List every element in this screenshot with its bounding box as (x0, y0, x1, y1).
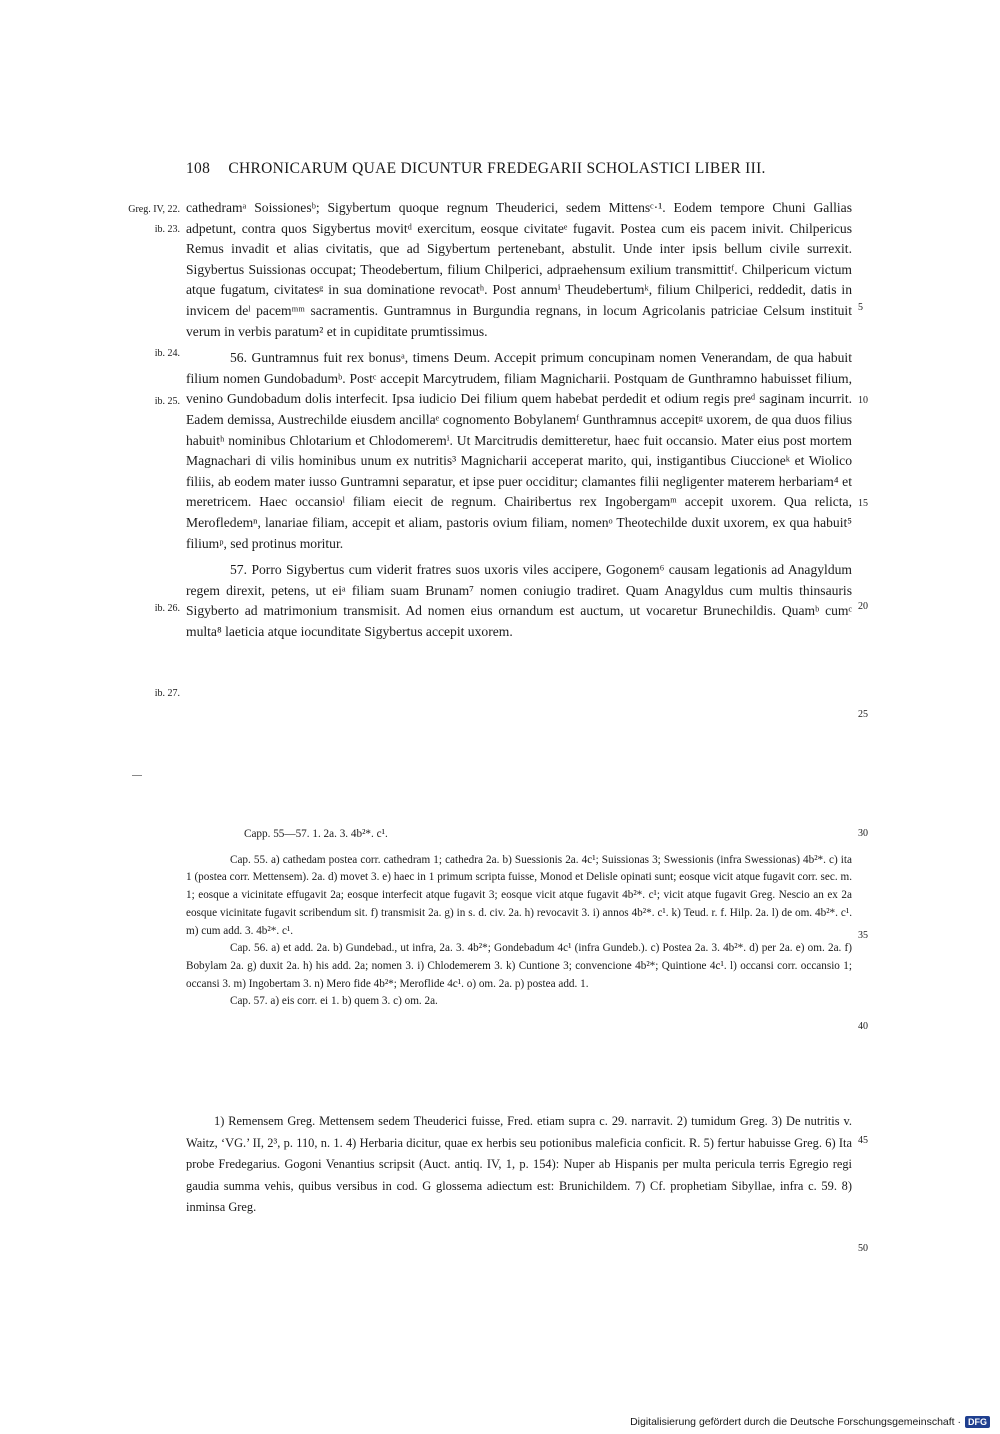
paragraph-cap57: 57. Porro Sigybertus cum viderit fratres suos uxoris viles accipere, Gogonem⁶ causam legationis ad Anagyldum regem direxit, petens, ut eiᵃ filiam suam Brunam⁷ nomen coniugio tradiret. Quam Anagyldus cum multis thinsauris Sigyberto ad matrimonium transmisit. Ad nomen eius ornandum est auctum, ut vocaretur Brunechildis. Quamᵇ cumᶜ multa⁸ laeticia atque iocunditate Sigybertus accepit uxorem. (186, 562, 852, 639)
margin-ref-ib-26: ib. 26. (154, 603, 180, 614)
apparatus-codices: Capp. 55—57. 1. 2a. 3. 4b²*. c¹. (244, 828, 388, 840)
margin-ref-greg-iv: Greg. IV, 22. (128, 204, 180, 215)
line-number: 50 (858, 1243, 868, 1254)
apparatus-cap55: Cap. 55. a) cathedam postea corr. cathedram 1; cathedra 2a. b) Suessionis 2a. 4c¹; Suissionas 3; Swessionis (infra Swessionas) 4b²*. c) ita 1 (postea corr. Mettensem). 2a. d) movet 3. e) haec in 1 primum scripta fuisse, Monod et Delisle opinati sunt; eosque vicit atque fugavit corr. sec. m. 1; eosque a vicinitate effugavit 2a; eosque interfecit atque fugavit 3; eosque vicit atque fugavit 4b²*. c¹; vicit atque fugavit Greg. Nescio an ex 2a eosque vicinitate fugavit scribendum sit. f) transmisit 2a. g) in s. d. civ. 2a. h) revocavit 3. i) annos 4b²*. c¹. k) Teud. r. f. Hilp. 2a. l) de om. 4b²*. c¹. m) cum add. 3. 4b²*. c¹. (186, 853, 852, 937)
margin-ref-ib-23: ib. 23. (154, 224, 180, 235)
footnote-text: 1) Remensem Greg. Mettensem sedem Theuderici fuisse, Fred. etiam supra c. 29. narravit. 2) tumidum Greg. 3) De nutritis v. Waitz, ‘VG.’ II, 2³, p. 110, n. 1. 4) Herbaria dicitur, quae ex herbis seu potionibus maleficia conficit. R. 5) fertur habuisse Greg. 6) Ita probe Fredegarius. Gogoni Venantius scripsit (Auct. antiq. IV, 1, p. 154): Nuper ab Hispanis per multa pericula terris Egregio regi gaudia summa vehis, quibus versibus in cod. G glossema adiectum est: Brunichildem. 7) Cf. prophetiam Sibyllae, infra c. 59. 8) inminsa Greg. (186, 1114, 852, 1214)
line-number: 45 (858, 1135, 868, 1146)
main-text (186, 198, 852, 642)
running-title: CHRONICARUM QUAE DICUNTUR FREDEGARII SCHOLASTICI LIBER III. (228, 160, 766, 177)
line-number: 40 (858, 1021, 868, 1032)
credit-text: Digitalisierung gefördert durch die Deutsche Forschungsgemeinschaft · (630, 1416, 961, 1428)
footnotes (186, 1111, 852, 1219)
line-number: 10 (858, 395, 868, 406)
line-number: 25 (858, 709, 868, 720)
margin-ref-ib-24: ib. 24. (154, 348, 180, 359)
page-number: 108 (186, 160, 211, 177)
digitization-credit (630, 1416, 990, 1428)
page-header (186, 160, 766, 178)
critical-apparatus (186, 826, 852, 1011)
apparatus-cap56: Cap. 56. a) et add. 2a. b) Gundebad., ut infra, 2a. 3. 4b²*; Gondebadum 4c¹ (infra Gundeb.). c) Postea 2a. 3. 4b²*. d) per 2a. e) om. 2a. f) Bobylam 2a. g) duxit 2a. h) his add. 2a; nomen 3. i) Chlodemerem 3. k) Cuntione 3; convencione 4b²*; Quintione 4c¹. l) occansi corr. occansio 1; occansi 3. m) Ingobertam 3. n) Mero fide 4b²*; Meroflide 4c¹. o) om. 2a. p) postea add. 1. (186, 942, 852, 990)
paragraph-cap56: 56. Guntramnus fuit rex bonusᵃ, timens Deum. Accepit primum concupinam nomen Venerandam, de qua habuit filium nomen Gundobadumᵇ. Postᶜ accepit Marcytrudem, filiam Magnicharii. Postquam de Gunthramno habuisset filium, venino Gundobadum dolis interfecit. Ipsa iudicio Dei filium quem habebat perdedit et odium regis preᵈ saginam incurrit. Eadem demissa, Austrechilde eiusdem ancillaᵉ cognomento Bobylanemᶠ Gunthramnus accepitᵍ uxorem, de qua duos filius habuitʰ nominibus Chlotarium et Chlodomeremⁱ. Ut Marcitrudis demitteretur, haec fuit occansio. Mater eius post mortem Magnachari di vilis hominibus unum ex nutritis³ Magnicharii acceperat marito, qui, instigantibus Ciuccioneᵏ et Wiolico filiis, ab eodem mater iusso Guntramni separatur, et ipse puer occiditur; clamantes filii negligenter materem herbariam⁴ et meretricem. Haec occansioˡ filiam eiecit de regnum. Chairibertus rex Ingobergamᵐ accepit uxorem. Qua relicta, Merofledemⁿ, lanariae filiam, accepit et aliam, pastoris ovium filiam, nomenᵒ Theotechilde duxit uxorem, ex qua habuit⁵ filiumᵖ, sed protinus moritur. (186, 350, 852, 551)
margin-ref-ib-27: ib. 27. (154, 688, 180, 699)
margin-dash (132, 775, 142, 776)
dfg-logo: DFG (965, 1416, 990, 1428)
margin-ref-ib-25: ib. 25. (154, 396, 180, 407)
line-number: 20 (858, 601, 868, 612)
apparatus-cap57: Cap. 57. a) eis corr. ei 1. b) quem 3. c) om. 2a. (230, 995, 438, 1008)
line-number: 5 (858, 302, 863, 313)
line-number: 30 (858, 828, 868, 839)
paragraph-cap55: cathedramᵃ Soissionesᵇ; Sigybertum quoque regnum Theuderici, sedem Mittensᶜ·¹. Eodem tempore Chuni Gallias adpetunt, contra quos Sigybertus movitᵈ exercitum, eosque civitateᵉ fugavit. Postea cum eis pacem inivit. Chilpericus Remus invadit et alias civitatis, que ad Sigybertum pertenebant, abstulit. Unde inter ipsis bellum civile surrexit. Sigybertus Suissionas occupat; Theodebertum, filium Chilperici, adpraehensum exilium transmittitᶠ. Chilpericum victum atque fugatum, civitatesᵍ in sua dominatione revocatʰ. Post annumⁱ Theudebertumᵏ, filium Chilperici, reddedit, datis in invicem deˡ pacemᵐᵐ sacramentis. Guntramnus in Burgundia regnans, in locum Agricolanis patriciae Celsum instituit verum in verbis paratum² et in cupiditate prumtissimus. (186, 200, 852, 339)
line-number: 15 (858, 498, 868, 509)
line-number: 35 (858, 930, 868, 941)
